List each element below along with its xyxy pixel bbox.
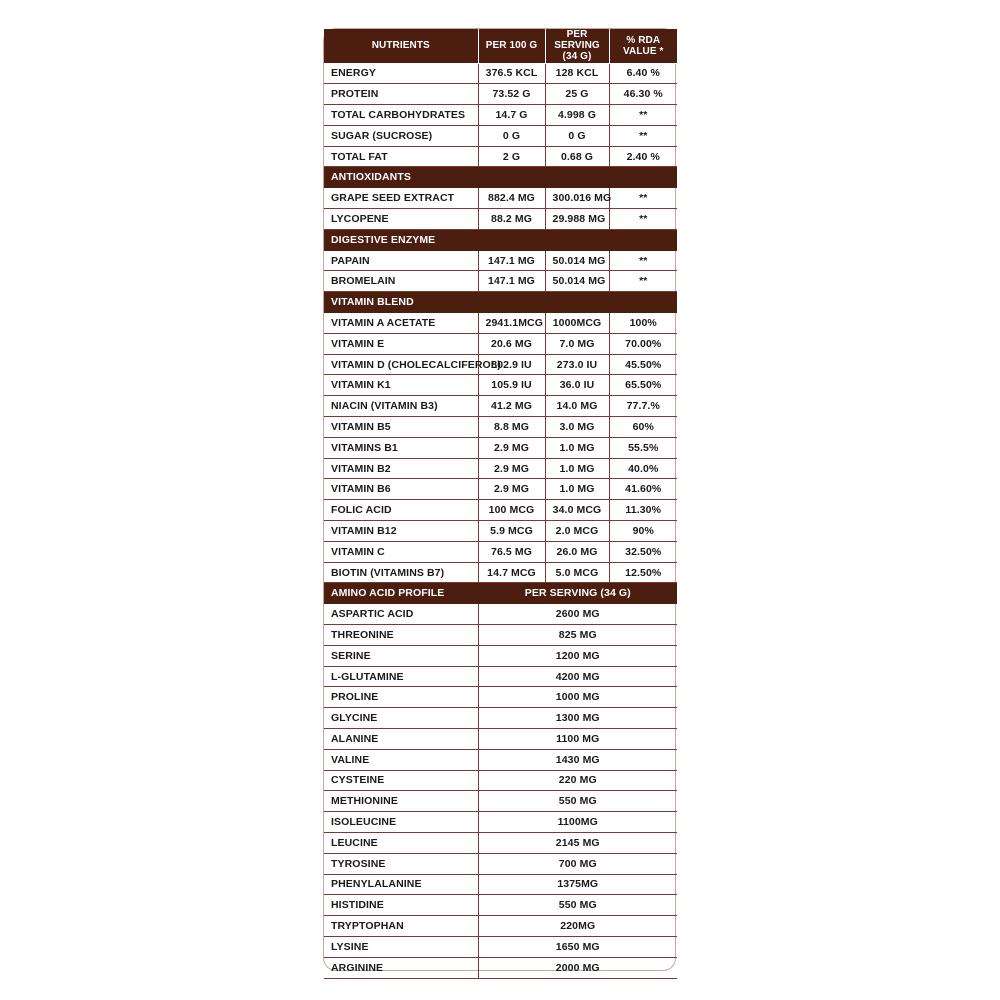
nutrition-panel [323,28,676,974]
section-amino-acid-profile [324,583,677,604]
rda-value: 6.40 % [609,63,677,84]
table-row [324,957,677,978]
nutrient-name: BIOTIN (VITAMINS B7) [324,562,478,583]
nutrition-table [324,29,677,979]
amino-acid-serving: 1375MG [478,874,677,895]
per-serving-value: 0.68 G [545,146,609,167]
table-row [324,625,677,646]
per-serving-value: 29.988 MG [545,209,609,230]
per-serving-value: 2.0 MCG [545,521,609,542]
amino-acid-serving: 1430 MG [478,749,677,770]
header-per-100g: PER 100 G [478,29,545,63]
table-row [324,271,677,292]
amino-acid-serving: 2145 MG [478,832,677,853]
table-row [324,437,677,458]
table-row [324,645,677,666]
nutrient-name: NIACIN (VITAMIN B3) [324,396,478,417]
table-row [324,375,677,396]
table-row [324,791,677,812]
table-row [324,770,677,791]
header-nutrients: NUTRIENTS [324,29,478,63]
table-row [324,458,677,479]
section-title: ANTIOXIDANTS [324,167,677,188]
per-100g-value: 147.1 MG [478,250,545,271]
per-100g-value: 14.7 G [478,105,545,126]
per-100g-value: 73.52 G [478,84,545,105]
per-100g-value: 2.9 MG [478,458,545,479]
amino-acid-serving: 1200 MG [478,645,677,666]
amino-acid-serving: 2000 MG [478,957,677,978]
amino-acid-name: LYSINE [324,936,478,957]
table-row [324,749,677,770]
header-per-serving: PER SERVING (34 G) [545,29,609,63]
table-row [324,874,677,895]
per-100g-value: 2.9 MG [478,479,545,500]
rda-value: 70.00% [609,333,677,354]
rda-value: 90% [609,521,677,542]
table-row [324,729,677,750]
amino-acid-name: VALINE [324,749,478,770]
nutrient-name: PAPAIN [324,250,478,271]
table-row [324,895,677,916]
table-body [324,63,677,978]
per-100g-value: 5.9 MCG [478,521,545,542]
rda-value: 2.40 % [609,146,677,167]
table-row [324,666,677,687]
amino-acid-name: L-GLUTAMINE [324,666,478,687]
amino-acid-serving: 4200 MG [478,666,677,687]
table-row [324,333,677,354]
section-title: DIGESTIVE ENZYME [324,229,677,250]
table-row [324,84,677,105]
per-serving-value: 128 KCL [545,63,609,84]
per-100g-value: 2941.1MCG [478,313,545,334]
amino-acid-serving: 1100 MG [478,729,677,750]
nutrient-name: TOTAL FAT [324,146,478,167]
per-serving-value: 4.998 G [545,105,609,126]
rda-value: 41.60% [609,479,677,500]
nutrient-name: VITAMIN A ACETATE [324,313,478,334]
amino-acid-name: LEUCINE [324,832,478,853]
table-row [324,853,677,874]
nutrient-name: GRAPE SEED EXTRACT [324,188,478,209]
rda-value: ** [609,188,677,209]
nutrient-name: BROMELAIN [324,271,478,292]
table-row [324,916,677,937]
amino-acid-serving: 220MG [478,916,677,937]
per-100g-value: 105.9 IU [478,375,545,396]
rda-value: 11.30% [609,500,677,521]
per-100g-value: 88.2 MG [478,209,545,230]
nutrient-name: VITAMIN B2 [324,458,478,479]
per-100g-value: 20.6 MG [478,333,545,354]
table-row [324,313,677,334]
nutrient-name: FOLIC ACID [324,500,478,521]
per-serving-value: 1000MCG [545,313,609,334]
nutrient-name: VITAMIN E [324,333,478,354]
rda-value: 100% [609,313,677,334]
table-row [324,562,677,583]
table-row [324,832,677,853]
nutrient-name: VITAMIN B5 [324,417,478,438]
amino-acid-name: PROLINE [324,687,478,708]
header-rda: % RDA VALUE * [609,29,677,63]
amino-per-serving-header: PER SERVING (34 G) [478,583,677,604]
per-100g-value: 0 G [478,125,545,146]
table-row [324,541,677,562]
amino-acid-name: CYSTEINE [324,770,478,791]
amino-acid-name: ALANINE [324,729,478,750]
table-row [324,936,677,957]
amino-acid-name: TYROSINE [324,853,478,874]
amino-acid-serving: 550 MG [478,895,677,916]
nutrient-name: VITAMINS B1 [324,437,478,458]
nutrient-name: PROTEIN [324,84,478,105]
amino-acid-name: ASPARTIC ACID [324,604,478,625]
nutrient-name: VITAMIN B12 [324,521,478,542]
table-row [324,708,677,729]
table-row [324,146,677,167]
amino-acid-serving: 1300 MG [478,708,677,729]
rda-value: 45.50% [609,354,677,375]
per-serving-value: 273.0 IU [545,354,609,375]
nutrient-name: VITAMIN B6 [324,479,478,500]
per-100g-value: 802.9 IU [478,354,545,375]
table-row [324,188,677,209]
rda-value: 12.50% [609,562,677,583]
amino-acid-name: PHENYLALANINE [324,874,478,895]
per-100g-value: 2 G [478,146,545,167]
per-100g-value: 76.5 MG [478,541,545,562]
per-serving-value: 1.0 MG [545,479,609,500]
table-row [324,396,677,417]
amino-acid-name: THREONINE [324,625,478,646]
amino-acid-serving: 2600 MG [478,604,677,625]
amino-acid-name: SERINE [324,645,478,666]
amino-acid-name: TRYPTOPHAN [324,916,478,937]
rda-value: ** [609,209,677,230]
nutrient-name: TOTAL CARBOHYDRATES [324,105,478,126]
per-serving-value: 1.0 MG [545,458,609,479]
rda-value: ** [609,271,677,292]
table-row [324,209,677,230]
per-100g-value: 2.9 MG [478,437,545,458]
per-serving-value: 7.0 MG [545,333,609,354]
per-100g-value: 8.8 MG [478,417,545,438]
section-vitamin-blend [324,292,677,313]
rda-value: 77.7.% [609,396,677,417]
table-row [324,105,677,126]
amino-acid-name: METHIONINE [324,791,478,812]
per-serving-value: 25 G [545,84,609,105]
per-100g-value: 41.2 MG [478,396,545,417]
nutrient-name: ENERGY [324,63,478,84]
amino-acid-name: GLYCINE [324,708,478,729]
amino-acid-name: ARGININE [324,957,478,978]
rda-value: 32.50% [609,541,677,562]
rda-value: 55.5% [609,437,677,458]
table-row [324,63,677,84]
rda-value: ** [609,105,677,126]
per-serving-value: 34.0 MCG [545,500,609,521]
table-header-row [324,29,677,63]
nutrient-name: VITAMIN K1 [324,375,478,396]
per-serving-value: 300.016 MG [545,188,609,209]
per-serving-value: 36.0 IU [545,375,609,396]
per-serving-value: 50.014 MG [545,250,609,271]
section-title: VITAMIN BLEND [324,292,677,313]
table-row [324,354,677,375]
rda-value: ** [609,250,677,271]
per-serving-value: 50.014 MG [545,271,609,292]
nutrient-name: VITAMIN D (CHOLECALCIFEROL) [324,354,478,375]
amino-acid-serving: 825 MG [478,625,677,646]
table-row [324,479,677,500]
rda-value: 40.0% [609,458,677,479]
rda-value: 46.30 % [609,84,677,105]
nutrient-name: VITAMIN C [324,541,478,562]
per-serving-value: 14.0 MG [545,396,609,417]
per-serving-value: 3.0 MG [545,417,609,438]
amino-acid-serving: 1100MG [478,812,677,833]
section-title: AMINO ACID PROFILE [324,583,478,604]
amino-acid-serving: 700 MG [478,853,677,874]
amino-acid-serving: 550 MG [478,791,677,812]
nutrient-name: SUGAR (SUCROSE) [324,125,478,146]
amino-acid-serving: 1000 MG [478,687,677,708]
table-row [324,500,677,521]
amino-acid-name: HISTIDINE [324,895,478,916]
rda-value: 60% [609,417,677,438]
section-antioxidants [324,167,677,188]
amino-acid-name: ISOLEUCINE [324,812,478,833]
table-row [324,604,677,625]
table-row [324,521,677,542]
amino-acid-serving: 1650 MG [478,936,677,957]
per-serving-value: 1.0 MG [545,437,609,458]
per-100g-value: 147.1 MG [478,271,545,292]
per-100g-value: 14.7 MCG [478,562,545,583]
per-100g-value: 100 MCG [478,500,545,521]
table-row [324,687,677,708]
per-100g-value: 882.4 MG [478,188,545,209]
per-100g-value: 376.5 KCL [478,63,545,84]
rda-value: ** [609,125,677,146]
per-serving-value: 26.0 MG [545,541,609,562]
amino-acid-serving: 220 MG [478,770,677,791]
per-serving-value: 0 G [545,125,609,146]
per-serving-value: 5.0 MCG [545,562,609,583]
table-row [324,812,677,833]
section-digestive-enzyme [324,229,677,250]
nutrient-name: LYCOPENE [324,209,478,230]
rda-value: 65.50% [609,375,677,396]
table-row [324,417,677,438]
table-row [324,250,677,271]
table-row [324,125,677,146]
